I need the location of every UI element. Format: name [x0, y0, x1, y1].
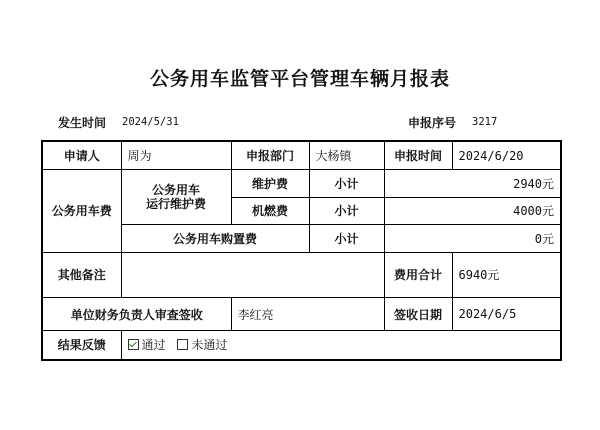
- result-fail-option[interactable]: [177, 338, 227, 352]
- serial-value: 3217: [472, 116, 498, 128]
- maintenance-group-label: [121, 170, 231, 225]
- row-result: [42, 330, 561, 360]
- occur-time-value: 2024/5/31: [122, 116, 179, 128]
- remarks-label: 其他备注: [42, 252, 121, 298]
- result-label: 结果反馈: [42, 330, 121, 360]
- row-applicant: [42, 141, 561, 170]
- result-pass-option[interactable]: [128, 338, 170, 352]
- applicant-value[interactable]: 周为: [121, 141, 231, 170]
- maintenance-group-line1: 公务用车: [151, 183, 200, 198]
- fuel-subtotal-label: 小计: [309, 197, 384, 225]
- fail-checkbox[interactable]: [177, 339, 188, 350]
- serial-label: 申报序号: [408, 116, 457, 130]
- pass-option-label: 通过: [141, 338, 166, 353]
- purchase-subtotal-label: 小计: [309, 225, 384, 253]
- apply-time-label: 申报时间: [384, 141, 452, 170]
- repair-label: 维护费: [231, 170, 309, 198]
- total-label: 费用合计: [384, 252, 452, 298]
- repair-value[interactable]: 2940元: [384, 170, 561, 198]
- result-options: [121, 330, 561, 360]
- total-value[interactable]: 6940元: [452, 252, 561, 298]
- reviewer-label: 单位财务负责人审查签收: [42, 298, 231, 331]
- purchase-value[interactable]: 0元: [384, 225, 561, 253]
- purchase-label: 公务用车购置费: [121, 225, 309, 253]
- applicant-label: 申请人: [42, 141, 121, 170]
- reviewer-value[interactable]: 李红亮: [231, 298, 384, 331]
- report-form-table: [41, 140, 562, 361]
- repair-subtotal-label: 小计: [309, 170, 384, 198]
- fuel-label: 机燃费: [231, 197, 309, 225]
- fuel-value[interactable]: 4000元: [384, 197, 561, 225]
- form-title: 公务用车监管平台管理车辆月报表: [149, 68, 450, 90]
- remarks-value[interactable]: [121, 252, 384, 298]
- fail-option-label: 未通过: [191, 338, 228, 353]
- row-reviewer: [42, 298, 561, 331]
- sign-date-label: 签收日期: [384, 298, 452, 331]
- occur-time-label: 发生时间: [58, 116, 107, 130]
- expense-label: 公务用车费: [42, 170, 121, 253]
- dept-value[interactable]: 大杨镇: [309, 141, 384, 170]
- row-remarks: [42, 252, 561, 298]
- pass-checkbox[interactable]: [128, 339, 139, 350]
- row-repair: [42, 170, 561, 198]
- apply-time-value[interactable]: 2024/6/20: [452, 141, 561, 170]
- dept-label: 申报部门: [231, 141, 309, 170]
- maintenance-group-line2: 运行维护费: [145, 197, 206, 212]
- sign-date-value[interactable]: 2024/6/5: [452, 298, 561, 331]
